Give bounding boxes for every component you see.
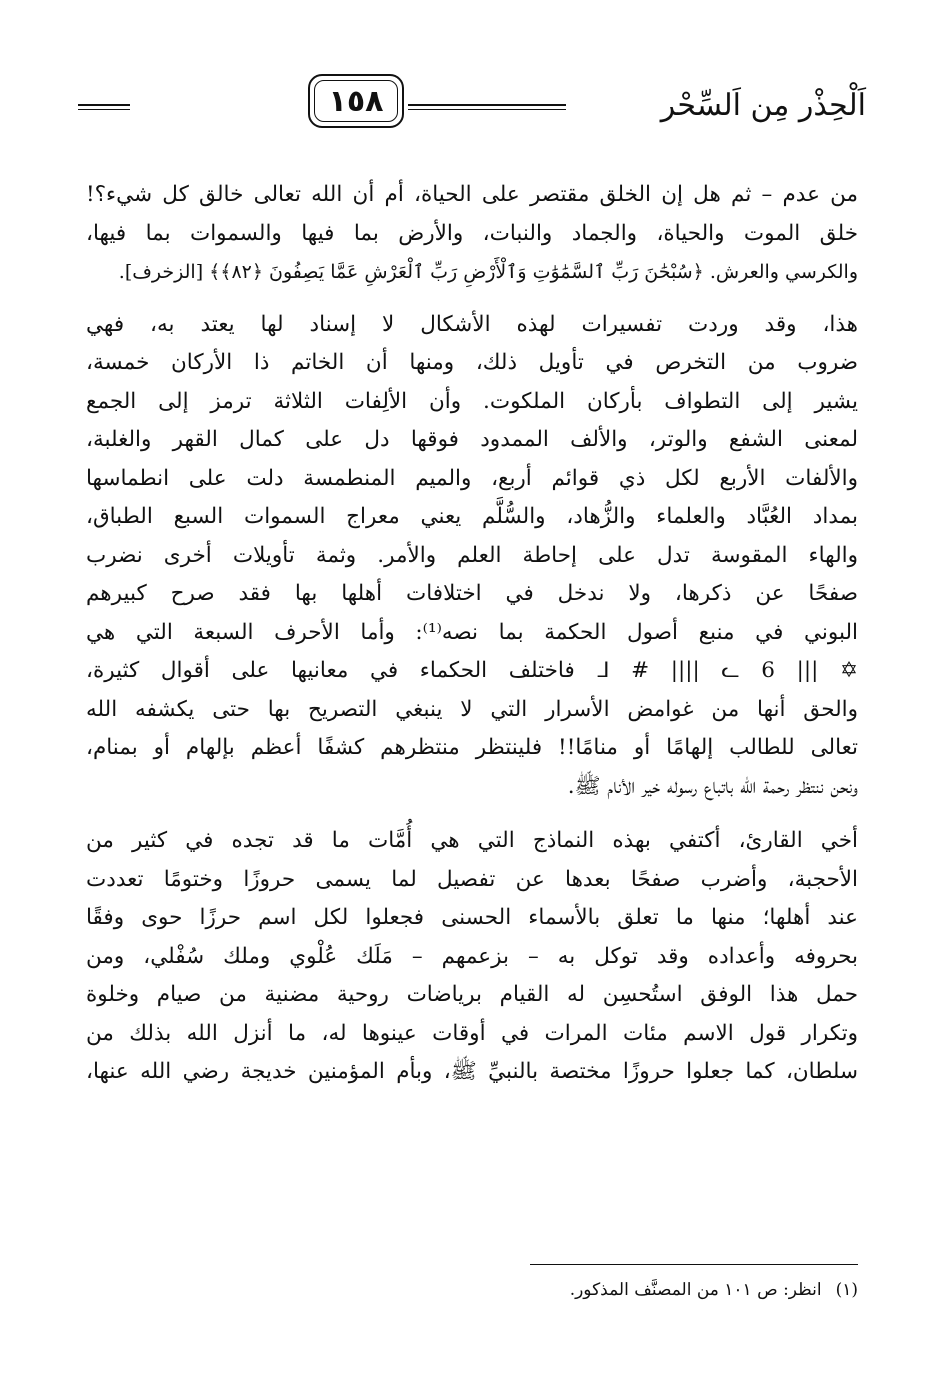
paragraph [86,176,858,292]
text-line: الأحجبة، وأضرب صفحًا بعدها عن تفصيل لما يسمى حروزًا وختومًا تعددت [86,866,858,892]
text-line-with-symbols: ✡ ||| ᒧ # |||| ᓚ 6 فاختلف الحكماء في معانيها على أقوال كثيرة، [86,658,858,683]
footnote-separator [530,1264,858,1265]
text-line: بمداد العُبَّاد والعلماء والزُّهاد، والسُّلَّم يعني معراج السموات السبع الطباق، [86,504,858,529]
footnote [570,1276,858,1304]
text-line: عند أهلها؛ منها ما تعلق بالأسماء الحسنى فجعلوا لكل اسم حرزًا حوى وفقًا [86,905,858,930]
text-line: من عدم – ثم هل إن الخلق مقتصر على الحياة، أم أن الله تعالى خالق كل شيء؟! [86,182,858,207]
text-line: أخي القارئ، أكتفي بهذه النماذج التي هي أُمَّات ما قد تجده في كثير من [86,828,858,853]
footnote-text: انظر: ص ١٠١ من المصنَّف المذكور. [569,1280,822,1300]
text-line: هذا، وقد وردت تفسيرات لهذه الأشكال لا إسناد لها يعتد به، فهي [86,311,858,337]
text-line: والألفات الأربع لكل ذي قوائم أربع، والميم المنطمسة دلت على انطماسها [86,465,858,491]
text-line: والهاء المقوسة تدل على إحاطة العلم والأمر. وثمة تأويلات أخرى نضرب [86,542,858,568]
text-line: ونحن ننتظر رحمة الله باتباع رسوله خير الأنام ﷺ. [567,773,858,799]
page-number: ١٥٨ [328,83,384,119]
text-line: سلطان، كما جعلوا حروزًا مختصة بالنبيِّ ﷺ، وبأم المؤمنين خديجة رضي الله عنها، [86,1059,858,1084]
main-text [86,176,858,1108]
header-rule [408,104,566,110]
text-line: ضروب من التخرص في تأويل ذلك، ومنها أن الخاتم ذا الأركان خمسة، [86,350,858,375]
text-line: البوني في منبع أصول الحكمة بما نصه⁽¹⁾: وأما الأحرف السبعة التي هي [86,619,858,645]
text-line: تعالى للطالب إلهامًا أو منامًا!! فلينتظر منتظرهم كشفًا أعظم بإلهام أو بمنام، [86,735,858,760]
running-header [78,72,866,142]
text-line: خلق الموت والحياة، والجماد والنبات، والأرض بما فيها والسموات بما فيها، [86,220,858,246]
text-line: صفحًا عن ذكرها، ولا ندخل في اختلافات أهلها بها فقد صرح كبيرهم [86,581,858,606]
paragraph [86,822,858,1092]
text-line: لمعنى الشفع والوتر، والألف الممدود فوقها دل على كمال القهر والغلبة، [86,427,858,452]
text-line: حمل هذا الوفق استُحسِن له القيام برياضات روحية مضنية من صيام وخلوة [86,982,858,1007]
footnote-marker: (١) [835,1280,858,1300]
text-line-with-verse: والكرسي والعرش. ﴿سُبْحَٰنَ رَبِّ ٱلسَّمَٰوَٰتِ وَٱلْأَرْضِ رَبِّ ٱلْعَرْشِ عَمَّا يَصِفُونَ ﴿٨٢﴾﴾ [الزخرف]. [118,261,858,283]
text-line: والحق أنها من غوامض الأسرار التي لا ينبغي التصريح بها حتى يكشفه الله [86,696,858,722]
running-title: اَلْحِذْر مِن اَلسِّحْر [660,88,866,123]
text-line: بحروفه وأعداده وقد توكل به – بزعمهم – مَلَك عُلْوي وملك سُفْلي، ومن [86,943,858,969]
paragraph [86,306,858,807]
text-line: يشير إلى التطواف بأركان الملكوت. وأن الألِفات الثلاثة ترمز إلى الجمع [86,388,858,414]
text-line: وتكرار قول الاسم مئات المرات في أوقات عينوها له، ما أنزل الله بذلك من [86,1020,858,1046]
header-rule-left [78,104,130,110]
page-number-frame [308,74,404,128]
